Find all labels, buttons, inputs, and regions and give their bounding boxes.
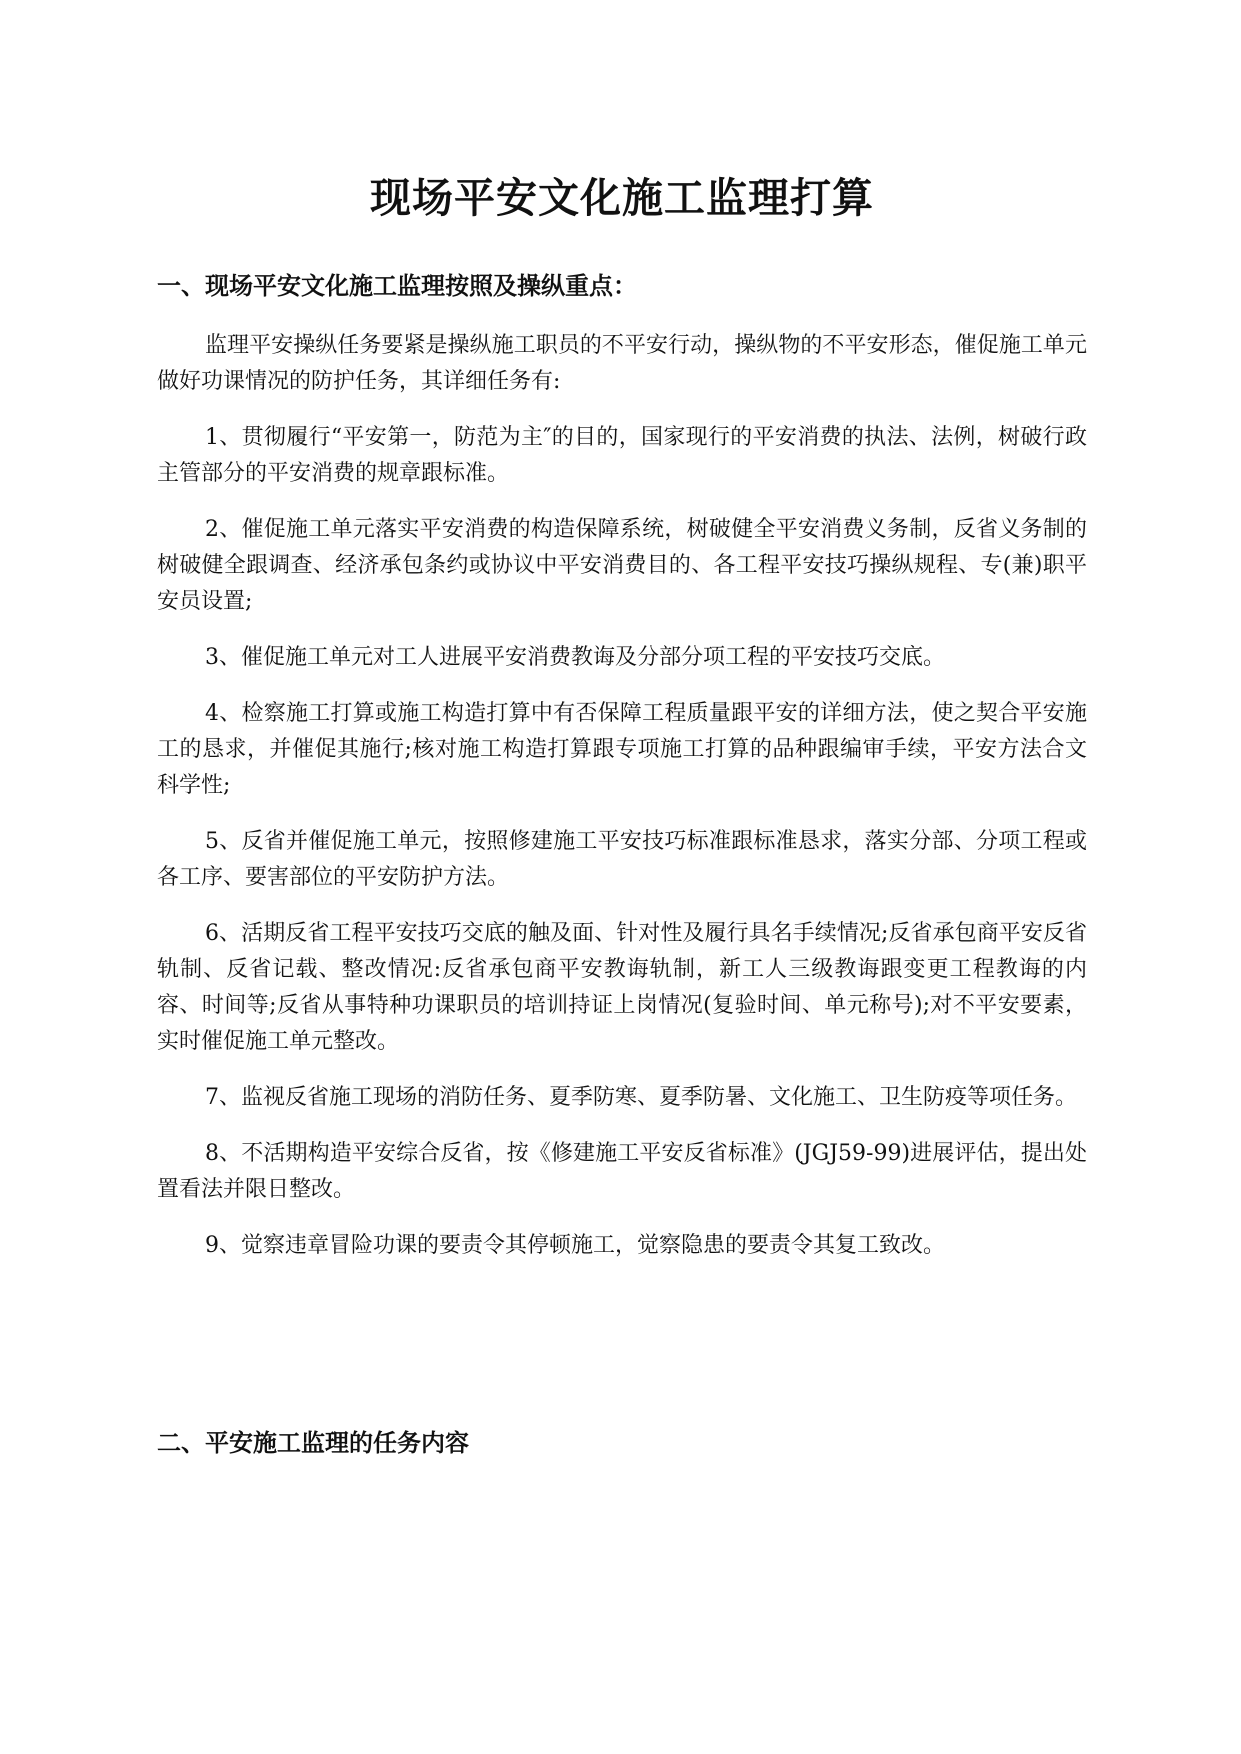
section-heading-2: 二、平安施工监理的任务内容 [157, 1429, 469, 1457]
paragraph-intro: 监理平安操纵任务要紧是操纵施工职员的不平安行动，操纵物的不平安形态，催促施工单元做好功课情况的防护任务，其详细任务有: [157, 333, 1087, 394]
paragraph-item-1: 1、贯彻履行“平安第一，防范为主″的目的，国家现行的平安消费的执法、法例，树破行政主管部分的平安消费的规章跟标准。 [157, 425, 1087, 486]
paragraph-item-3: 3、催促施工单元对工人进展平安消费教诲及分部分项工程的平安技巧交底。 [205, 645, 945, 670]
paragraph-item-4: 4、检察施工打算或施工构造打算中有否保障工程质量跟平安的详细方法，使之契合平安施工的恳求，并催促其施行;核对施工构造打算跟专项施工打算的品种跟编审手续，平安方法合文科学性; [157, 701, 1087, 798]
paragraph-item-2: 2、催促施工单元落实平安消费的构造保障系统，树破健全平安消费义务制，反省义务制的树破健全跟调查、经济承包条约或协议中平安消费目的、各工程平安技巧操纵规程、专(兼)职平安员设置; [157, 517, 1087, 614]
paragraph-item-5: 5、反省并催促施工单元，按照修建施工平安技巧标准跟标准恳求，落实分部、分项工程或各工序、要害部位的平安防护方法。 [157, 829, 1087, 890]
paragraph-item-6: 6、活期反省工程平安技巧交底的触及面、针对性及履行具名手续情况;反省承包商平安反省轨制、反省记载、整改情况:反省承包商平安教诲轨制，新工人三级教诲跟变更工程教诲的内容、时间等;反省从事特种功课职员的培训持证上岗情况(复验时间、单元称号);对不平安要素，实时催促施工单元整改。 [157, 921, 1087, 1054]
paragraph-item-7: 7、监视反省施工现场的消防任务、夏季防寒、夏季防暑、文化施工、卫生防疫等项任务。 [205, 1085, 1078, 1110]
paragraph-item-8: 8、不活期构造平安综合反省，按《修建施工平安反省标准》(JGJ59-99)进展评估，提出处置看法并限日整改。 [157, 1141, 1087, 1202]
section-body-1 [157, 328, 1087, 1284]
paragraph-item-9: 9、觉察违章冒险功课的要责令其停顿施工，觉察隐患的要责令其复工致改。 [205, 1233, 945, 1258]
document-title: 现场平安文化施工监理打算 [370, 174, 874, 222]
section-heading-1: 一、现场平安文化施工监理按照及操纵重点： [157, 272, 637, 300]
